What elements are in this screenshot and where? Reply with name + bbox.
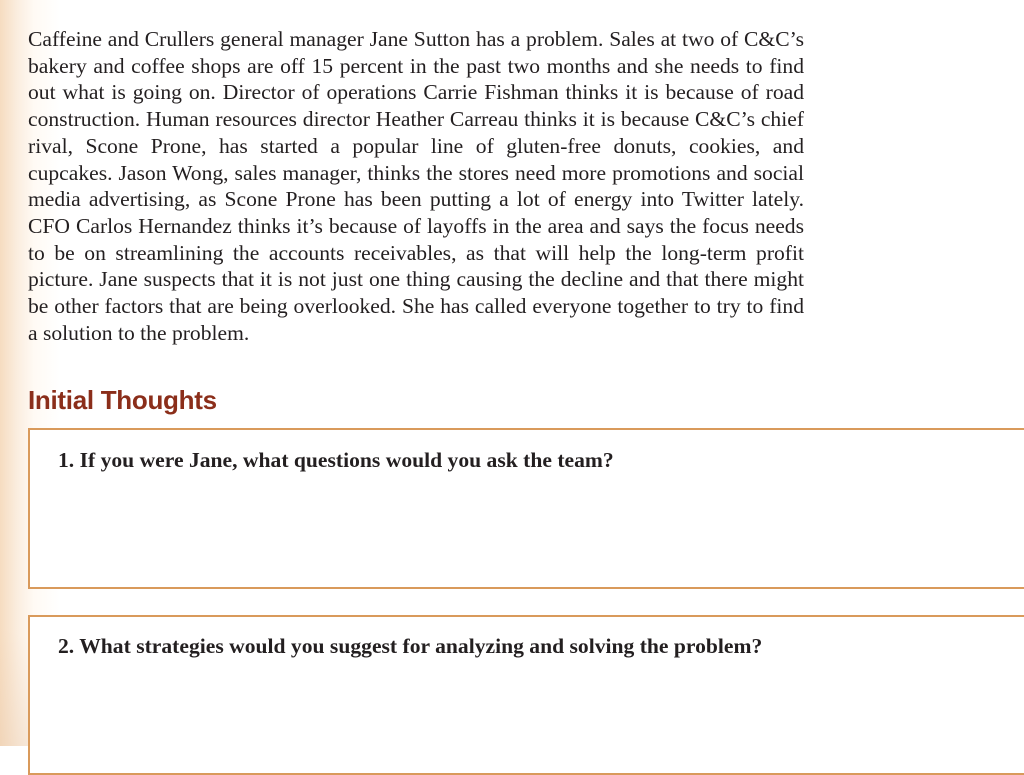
question-box-2 <box>28 615 1024 775</box>
section-heading: Initial Thoughts <box>28 385 217 415</box>
question-1-text: 1. If you were Jane, what questions would you ask the team? <box>58 448 614 472</box>
question-box-1 <box>28 428 1024 589</box>
case-study-paragraph: Caffeine and Crullers general manager Jane Sutton has a problem. Sales at two of C&C’s bakery and coffee shops are off 15 percent in the past two months and she needs to find out what is going on. Director of operations Carrie Fishman thinks it is because of road construction. Human resources director Heather Carreau thinks it is because C&C’s chief rival, Scone Prone, has started a popular line of gluten-free donuts, cookies, and cupcakes. Jason Wong, sales manager, thinks the stores need more promotions and social media advertising, as Scone Prone has been putting a lot of energy into Twitter lately. CFO Carlos Hernandez thinks it’s because of layoffs in the area and says the focus needs to be on streamlining the accounts receivables, as that will help the long-term profit picture. Jane suspects that it is not just one thing causing the decline and that there might be other factors that are being overlooked. She has called everyone together to try to find a solution to the problem. <box>28 27 804 345</box>
question-2-text: 2. What strategies would you suggest for analyzing and solving the problem? <box>58 634 763 658</box>
